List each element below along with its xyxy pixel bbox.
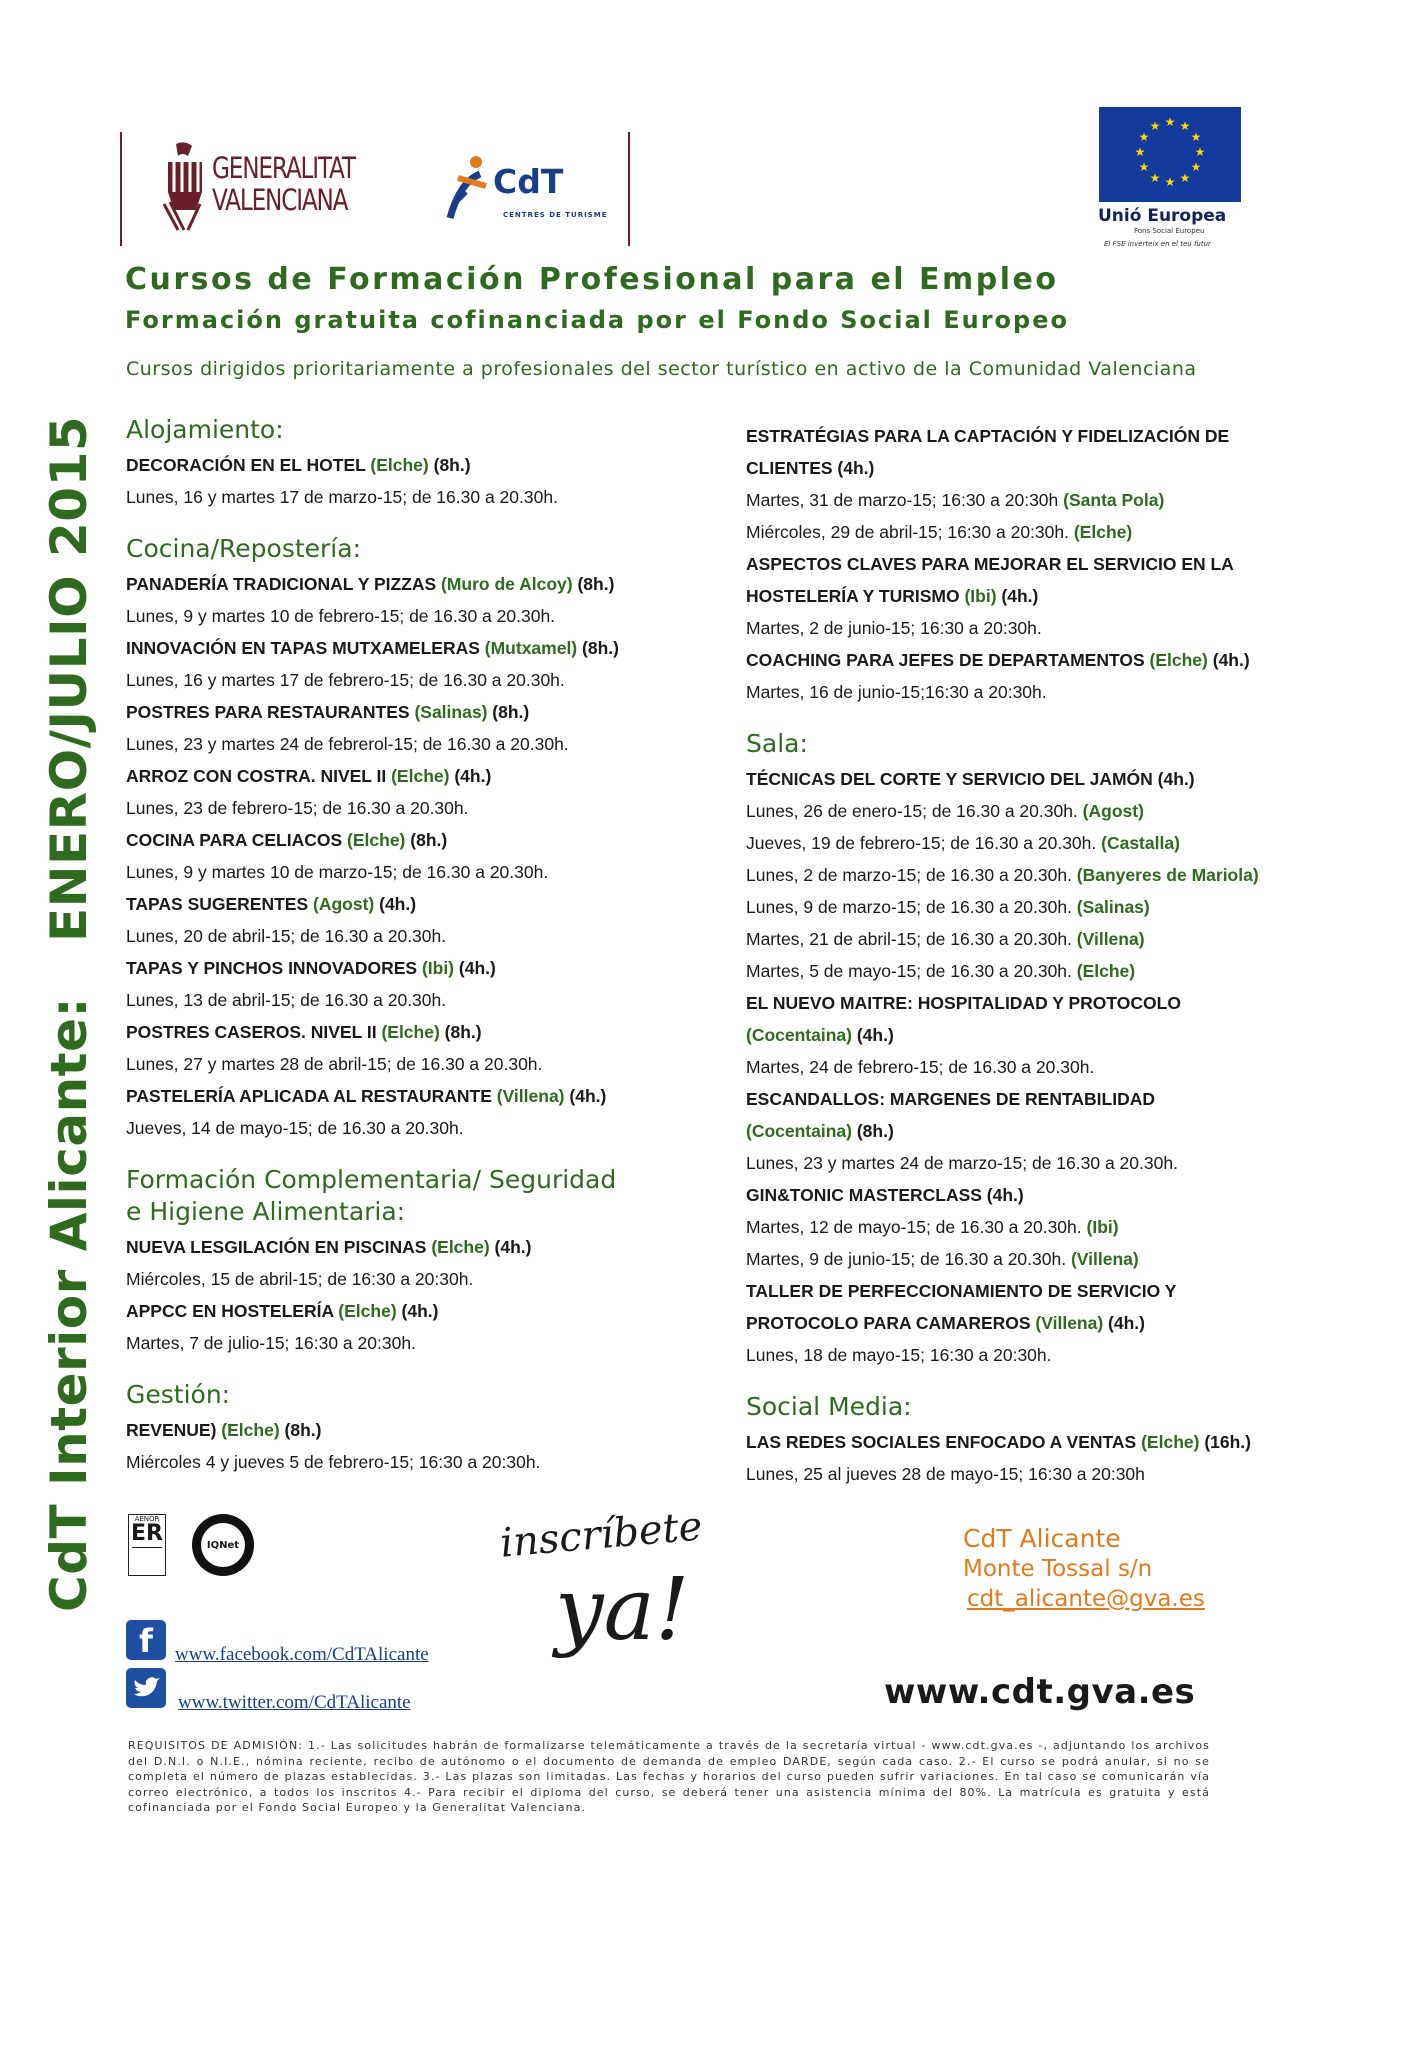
- course-item: [126, 1016, 726, 1080]
- course-location: (Cocentaina): [746, 1121, 852, 1141]
- course-schedule: Martes, 5 de mayo-15; de 16.30 a 20.30h. (Elche): [746, 961, 1136, 981]
- course-title: COCINA PARA CELIACOS (Elche) (8h.): [126, 830, 448, 850]
- course-item: [746, 548, 1366, 644]
- course-item: [746, 1083, 1366, 1179]
- course-title: HOSTELERÍA Y TURISMO (Ibi) (4h.): [746, 586, 1039, 606]
- course-schedule: Lunes, 23 y martes 24 de marzo-15; de 16.30 a 20.30h.: [746, 1153, 1178, 1173]
- course-title: APPCC EN HOSTELERÍA (Elche) (4h.): [126, 1301, 439, 1321]
- facebook-link[interactable]: www.facebook.com/CdTAlicante: [175, 1644, 429, 1665]
- gva-line1: GENERALITAT: [212, 151, 355, 185]
- course-schedule: Lunes, 23 de febrero-15; de 16.30 a 20.30h.: [126, 798, 469, 818]
- schedule-location: (Santa Pola): [1063, 490, 1165, 510]
- eu-flag-icon: [1099, 107, 1241, 202]
- course-item: [746, 420, 1366, 548]
- course-item: [126, 1231, 726, 1295]
- right-course-column: [746, 420, 1366, 1510]
- course-title: CLIENTES (4h.): [746, 458, 875, 478]
- course-section: [126, 1164, 726, 1359]
- section-title: Gestión:: [126, 1380, 231, 1409]
- course-title: PASTELERÍA APLICADA AL RESTAURANTE (Villena) (4h.): [126, 1086, 607, 1106]
- eu-star-icon: ★: [1190, 160, 1202, 174]
- generalitat-logo-text: [212, 152, 355, 216]
- course-item: [746, 1179, 1366, 1275]
- course-schedule: Martes, 16 de junio-15;16:30 a 20:30h.: [746, 682, 1047, 702]
- course-title: POSTRES PARA RESTAURANTES (Salinas) (8h.): [126, 702, 530, 722]
- course-title: ESTRATÉGIAS PARA LA CAPTACIÓN Y FIDELIZACIÓN DE: [746, 426, 1230, 446]
- course-schedule: Lunes, 16 y martes 17 de marzo-15; de 16.30 a 20.30h.: [126, 487, 558, 507]
- schedule-location: (Ibi): [1086, 1217, 1119, 1237]
- course-title: COACHING PARA JEFES DE DEPARTAMENTOS (Elche) (4h.): [746, 650, 1250, 670]
- course-schedule: Lunes, 26 de enero-15; de 16.30 a 20.30h. (Agost): [746, 801, 1144, 821]
- course-location: (Elche): [221, 1420, 280, 1440]
- course-item: [746, 644, 1366, 708]
- schedule-location: (Banyeres de Mariola): [1076, 865, 1259, 885]
- course-title: LAS REDES SOCIALES ENFOCADO A VENTAS (Elche) (16h.): [746, 1432, 1251, 1452]
- course-title: DECORACIÓN EN EL HOTEL (Elche) (8h.): [126, 455, 471, 475]
- schedule-location: (Villena): [1070, 1249, 1139, 1269]
- section-title-line: e Higiene Alimentaria:: [126, 1197, 406, 1226]
- course-schedule: Jueves, 19 de febrero-15; de 16.30 a 20.30h. (Castalla): [746, 833, 1180, 853]
- course-schedule: Lunes, 9 y martes 10 de febrero-15; de 16.30 a 20.30h.: [126, 606, 556, 626]
- course-location: (Mutxamel): [484, 638, 578, 658]
- course-location: (Villena): [1035, 1313, 1104, 1333]
- cdt-logo-text: CdT: [493, 162, 564, 201]
- schedule-location: (Agost): [1082, 801, 1144, 821]
- eu-star-icon: ★: [1138, 160, 1150, 174]
- section-title-line: Formación Complementaria/ Seguridad: [126, 1165, 617, 1194]
- course-title: TAPAS Y PINCHOS INNOVADORES (Ibi) (4h.): [126, 958, 496, 978]
- course-location: (Ibi): [421, 958, 455, 978]
- course-item: [126, 696, 726, 760]
- course-schedule: Lunes, 9 de marzo-15; de 16.30 a 20.30h. (Salinas): [746, 897, 1150, 917]
- course-title: TÉCNICAS DEL CORTE Y SERVICIO DEL JAMÓN (4h.): [746, 769, 1195, 789]
- admission-requirements: REQUISITOS DE ADMISIÓN: 1.- Las solicitudes habrán de formalizarse telemáticamente a través de la secretaría virtual - www.cdt.gva.es -, adjuntando los archivos del D.N.I. o N.I.E., nómina reciente, recibo de autónomo o el documento de demanda de empleo DARDE, según cada caso. 2.- El curso se podrá anular, si no se completa el número de plazas establecidas. 3.- Las plazas son limitadas. Las fechas y horarios del curso pueden sufrir variaciones. En tal caso se comunicarán vía correo electrónico, a todos los inscritos 4.- Para recibir el diploma del curso, se deberá tener una asistencia mínima del 80%. La matrícula es gratuita y está cofinanciada por el Fondo Social Europeo y la Generalitat Valenciana.: [128, 1739, 1210, 1814]
- facebook-icon[interactable]: f: [126, 1620, 166, 1660]
- target-audience: Cursos dirigidos prioritariamente a profesionales del sector turístico en activo de la Comunidad Valenciana: [126, 358, 1197, 380]
- course-schedule: Lunes, 9 y martes 10 de marzo-15; de 16.30 a 20.30h.: [126, 862, 549, 882]
- course-section: [126, 414, 726, 513]
- iqnet-certification-badge: [192, 1514, 254, 1576]
- course-schedule: Martes, 9 de junio-15; de 16.30 a 20.30h. (Villena): [746, 1249, 1139, 1269]
- schedule-location: (Elche): [1073, 522, 1133, 542]
- course-schedule: Lunes, 20 de abril-15; de 16.30 a 20.30h.: [126, 926, 447, 946]
- course-schedule: Miércoles, 15 de abril-15; de 16:30 a 20:30h.: [126, 1269, 474, 1289]
- course-title: (Cocentaina) (8h.): [746, 1121, 894, 1141]
- course-title: POSTRES CASEROS. NIVEL II (Elche) (8h.): [126, 1022, 482, 1042]
- contact-email[interactable]: cdt_alicante@gva.es: [967, 1586, 1205, 1612]
- side-title-part2: ENERO/JULIO 2015: [40, 415, 98, 943]
- schedule-location: (Elche): [1076, 961, 1136, 981]
- course-schedule: Lunes, 2 de marzo-15; de 16.30 a 20.30h. (Banyeres de Mariola): [746, 865, 1259, 885]
- course-title: TALLER DE PERFECCIONAMIENTO DE SERVICIO Y: [746, 1281, 1177, 1301]
- contact-block: [963, 1524, 1205, 1614]
- course-schedule: Lunes, 25 al jueves 28 de mayo-15; 16:30 a 20:30h: [746, 1464, 1145, 1484]
- section-title: Alojamiento:: [126, 415, 284, 444]
- course-title: ESCANDALLOS: MARGENES DE RENTABILIDAD: [746, 1089, 1155, 1109]
- section-title: Social Media:: [746, 1392, 912, 1421]
- course-title: NUEVA LESGILACIÓN EN PISCINAS (Elche) (4h.): [126, 1237, 532, 1257]
- eu-title: Unió Europea: [1098, 206, 1227, 226]
- course-location: (Cocentaina): [746, 1025, 852, 1045]
- course-title: (Cocentaina) (4h.): [746, 1025, 894, 1045]
- side-title: [36, 362, 102, 1612]
- course-section: [746, 420, 1366, 708]
- eu-star-icon: ★: [1149, 119, 1161, 134]
- course-item: [746, 1426, 1366, 1490]
- course-title: ASPECTOS CLAVES PARA MEJORAR EL SERVICIO EN LA: [746, 554, 1234, 574]
- course-location: (Ibi): [964, 586, 997, 606]
- iqnet-label: IQNet: [201, 1523, 245, 1567]
- generalitat-crest-icon: [162, 140, 208, 234]
- section-title: Cocina/Repostería:: [126, 534, 361, 563]
- eu-subtitle: Fons Social Europeu: [1134, 227, 1205, 235]
- course-location: (Agost): [313, 894, 375, 914]
- course-schedule: Jueves, 14 de mayo-15; de 16.30 a 20.30h.: [126, 1118, 464, 1138]
- er-label: ER: [131, 1521, 163, 1546]
- course-item: [746, 987, 1366, 1083]
- course-item: [126, 1295, 726, 1359]
- left-course-column: [126, 414, 726, 1498]
- course-location: (Elche): [391, 766, 450, 786]
- course-item: [126, 1414, 726, 1478]
- course-schedule: Miércoles 4 y jueves 5 de febrero-15; 16:30 a 20:30h.: [126, 1452, 541, 1472]
- slogan-ya: ya!: [555, 1560, 690, 1660]
- course-schedule: Martes, 12 de mayo-15; de 16.30 a 20.30h. (Ibi): [746, 1217, 1119, 1237]
- twitter-link[interactable]: www.twitter.com/CdTAlicante: [178, 1692, 411, 1713]
- course-schedule: Lunes, 27 y martes 28 de abril-15; de 16.30 a 20.30h.: [126, 1054, 543, 1074]
- course-item: [126, 632, 726, 696]
- course-title: ARROZ CON COSTRA. NIVEL II (Elche) (4h.): [126, 766, 492, 786]
- course-location: (Elche): [381, 1022, 440, 1042]
- website-url[interactable]: www.cdt.gva.es: [884, 1672, 1196, 1712]
- eu-star-icon: ★: [1149, 170, 1161, 185]
- course-section: [746, 1391, 1366, 1490]
- schedule-location: (Salinas): [1076, 897, 1150, 917]
- section-title: [126, 1164, 726, 1228]
- course-title: REVENUE) (Elche) (8h.): [126, 1420, 322, 1440]
- course-title: PANADERÍA TRADICIONAL Y PIZZAS (Muro de Alcoy) (8h.): [126, 574, 615, 594]
- page-subtitle: Formación gratuita cofinanciada por el Fondo Social Europeo: [125, 306, 1069, 334]
- eu-star-icon: ★: [1190, 130, 1202, 144]
- contact-address: Monte Tossal s/n: [963, 1556, 1153, 1582]
- course-schedule: Martes, 21 de abril-15; de 16.30 a 20.30h. (Villena): [746, 929, 1145, 949]
- course-item: [746, 1275, 1366, 1371]
- course-schedule: Martes, 2 de junio-15; 16:30 a 20:30h.: [746, 618, 1042, 638]
- course-schedule: Lunes, 13 de abril-15; de 16.30 a 20.30h.: [126, 990, 447, 1010]
- course-section: [746, 728, 1366, 1371]
- eu-star-icon: ★: [1194, 145, 1206, 159]
- course-item: [126, 568, 726, 632]
- contact-name: CdT Alicante: [963, 1524, 1121, 1553]
- course-location: (Villena): [496, 1086, 565, 1106]
- cdt-logo-subtext: CENTRES DE TURISME: [503, 211, 608, 219]
- course-item: [746, 763, 1366, 987]
- course-location: (Elche): [338, 1301, 397, 1321]
- course-location: (Elche): [1141, 1432, 1200, 1452]
- schedule-location: (Castalla): [1101, 833, 1180, 853]
- course-item: [126, 449, 726, 513]
- course-title: EL NUEVO MAITRE: HOSPITALIDAD Y PROTOCOLO: [746, 993, 1181, 1013]
- page-title: Cursos de Formación Profesional para el Empleo: [125, 262, 1059, 297]
- cdt-logo-icon: [446, 152, 492, 222]
- course-item: [126, 888, 726, 952]
- course-title: GIN&TONIC MASTERCLASS (4h.): [746, 1185, 1024, 1205]
- course-title: PROTOCOLO PARA CAMAREROS (Villena) (4h.): [746, 1313, 1145, 1333]
- course-title: INNOVACIÓN EN TAPAS MUTXAMELERAS (Mutxamel) (8h.): [126, 638, 619, 658]
- logo-divider-left: [120, 132, 122, 246]
- logo-divider-right: [628, 132, 630, 246]
- eu-star-icon: ★: [1179, 119, 1191, 134]
- eu-motto: El FSE inverteix en el teu futur: [1104, 240, 1211, 248]
- course-location: (Elche): [347, 830, 406, 850]
- course-location: (Salinas): [414, 702, 488, 722]
- schedule-location: (Villena): [1076, 929, 1145, 949]
- course-title: TAPAS SUGERENTES (Agost) (4h.): [126, 894, 417, 914]
- eu-star-icon: ★: [1164, 175, 1176, 189]
- course-location: (Elche): [1149, 650, 1208, 670]
- gva-line2: VALENCIANA: [212, 183, 348, 217]
- course-schedule: Martes, 7 de julio-15; 16:30 a 20:30h.: [126, 1333, 416, 1353]
- course-item: [126, 824, 726, 888]
- course-location: (Muro de Alcoy): [441, 574, 573, 594]
- course-item: [126, 760, 726, 824]
- eu-star-icon: ★: [1134, 145, 1146, 159]
- course-schedule: Lunes, 16 y martes 17 de febrero-15; de 16.30 a 20.30h.: [126, 670, 565, 690]
- aenor-certification-badge: [128, 1514, 166, 1576]
- course-location: (Elche): [431, 1237, 490, 1257]
- eu-star-icon: ★: [1164, 115, 1176, 129]
- eu-star-icon: ★: [1179, 170, 1191, 185]
- course-schedule: Martes, 24 de febrero-15; de 16.30 a 20.30h.: [746, 1057, 1095, 1077]
- section-title: Sala:: [746, 729, 808, 758]
- course-item: [126, 952, 726, 1016]
- aenor-label: AENOR: [134, 1515, 160, 1523]
- course-schedule: Lunes, 23 y martes 24 de febrerol-15; de 16.30 a 20.30h.: [126, 734, 569, 754]
- course-schedule: Lunes, 18 de mayo-15; 16:30 a 20:30h.: [746, 1345, 1052, 1365]
- course-schedule: Martes, 31 de marzo-15; 16:30 a 20:30h (Santa Pola): [746, 490, 1165, 510]
- course-section: [126, 1379, 726, 1478]
- slogan-inscribete: inscríbete: [498, 1503, 705, 1567]
- course-item: [126, 1080, 726, 1144]
- course-location: (Elche): [370, 455, 429, 475]
- eu-star-icon: ★: [1138, 130, 1150, 144]
- course-schedule: Miércoles, 29 de abril-15; 16:30 a 20:30h. (Elche): [746, 522, 1133, 542]
- twitter-icon[interactable]: [126, 1668, 166, 1708]
- course-section: [126, 533, 726, 1144]
- side-title-part1: CdT Interior Alicante:: [40, 997, 98, 1612]
